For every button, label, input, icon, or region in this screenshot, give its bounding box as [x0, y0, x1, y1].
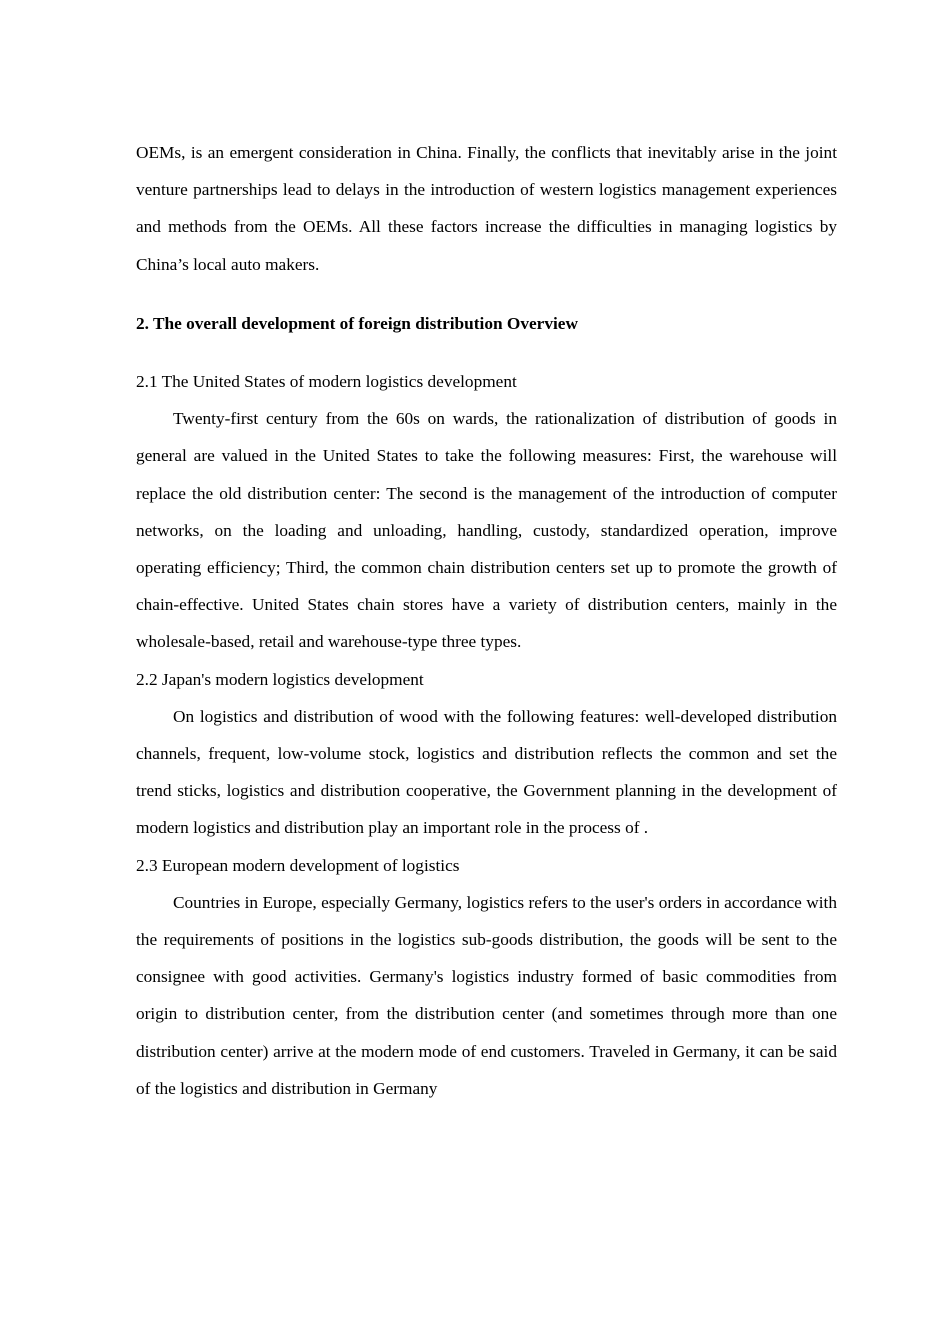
intro-paragraph: OEMs, is an emergent consideration in China. Finally, the conflicts that inevitably arise in the joint venture partnerships lead to delays in the introduction of western logistics management experiences and methods from the OEMs. All these factors increase the difficulties in managing logistics by China’s local auto makers. [136, 143, 837, 274]
subsection-heading-2-1: 2.1 The United States of modern logistics development [136, 372, 517, 392]
paragraph-2-2: On logistics and distribution of wood with the following features: well-developed distribution channels, frequent, low-volume stock, logistics and distribution reflects the common and set the trend sticks, logistics and distribution cooperative, the Government planning in the development of modern logistics and distribution play an important role in the process of . [136, 706, 837, 838]
subsection-heading-2-3: 2.3 European modern development of logistics [136, 855, 460, 875]
subsection-heading-2-2: 2.2 Japan's modern logistics development [136, 669, 424, 689]
document-page [136, 134, 837, 1107]
paragraph-2-1: Twenty-first century from the 60s on wards, the rationalization of distribution of goods in general are valued in the United States to take the following measures: First, the warehouse will replace the old distribution center: The second is the management of the introduction of computer networks, on the loading and unloading, handling, custody, standardized operation, improve operating efficiency; Third, the common chain distribution centers set up to promote the growth of chain-effective. United States chain stores have a variety of distribution centers, mainly in the wholesale-based, retail and warehouse-type three types. [136, 409, 837, 652]
section-heading-2: 2. The overall development of foreign distribution Overview [136, 313, 578, 333]
paragraph-2-3: Countries in Europe, especially Germany, logistics refers to the user's orders in accordance with the requirements of positions in the logistics sub-goods distribution, the goods will be sent to the consignee with good activities. Germany's logistics industry formed of basic commodities from origin to distribution center, from the distribution center (and sometimes through more than one distribution center) arrive at the modern mode of end customers. Traveled in Germany, it can be said of the logistics and distribution in Germany [136, 892, 837, 1098]
